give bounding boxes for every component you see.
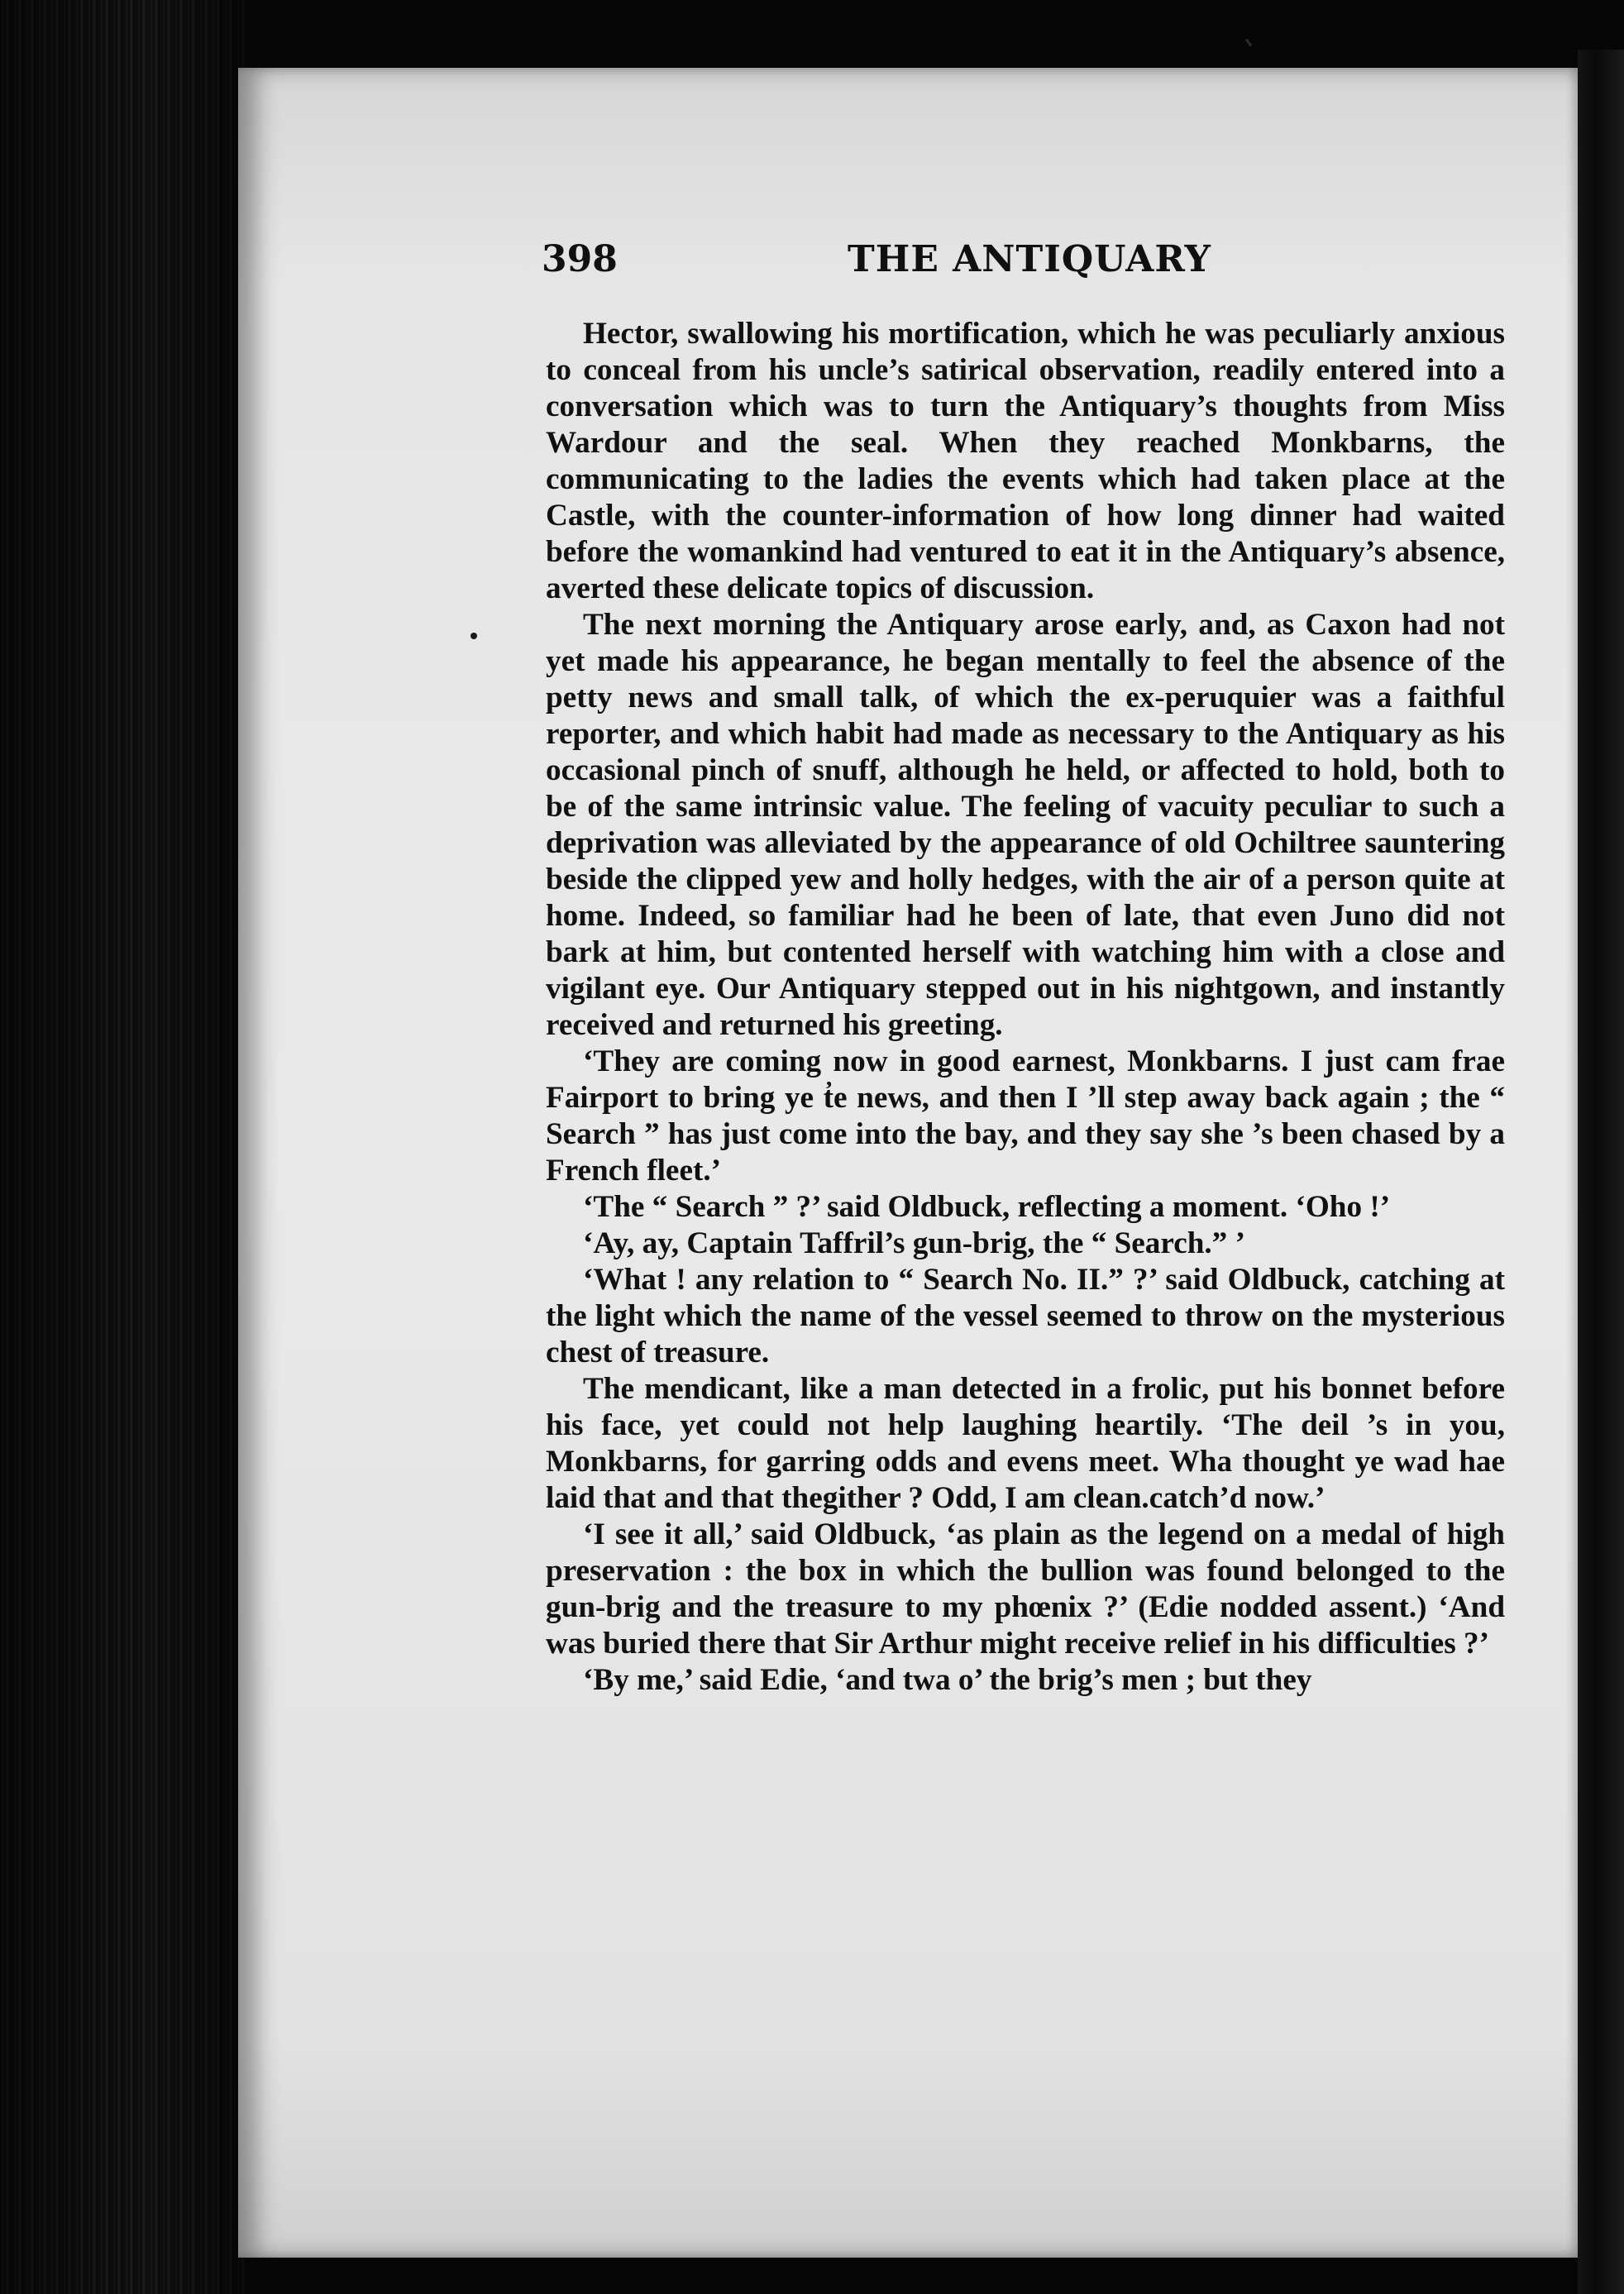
paragraph: ‘The “ Search ” ?’ said Oldbuck, reflecting a moment. ‘Oho !’ — [583, 1190, 1391, 1224]
book-right-edge — [1578, 50, 1624, 2294]
speck-mark — [470, 633, 477, 639]
book-edge-shadow — [0, 0, 248, 2294]
book-title: THE ANTIQUARY — [848, 238, 1211, 280]
paragraph: ‘They are coming now in good earnest, Monkbarns. I just cam frae Fairport to bring ye t̓e news, and then I ’ll step away back again ; the “ Search ” has just come into the bay, and they say she ’s been chased by a French fleet.’ — [546, 1044, 1505, 1188]
paragraph: ‘Ay, ay, Captain Taffril’s gun-brig, the “ Search.” ’ — [583, 1226, 1245, 1260]
page-number: 398 — [542, 238, 618, 280]
paragraph: Hector, swallowing his mortification, which he was peculiarly anxious to conceal from his uncle’s satirical observation, readily entered into a conversation which was to turn the Antiquary’s thoughts from Miss Wardour and the seal. When they reached Monkbarns, the communicating to the ladies the events which had taken place at the Castle, with the counter-information of how long dinner had waited before the womankind had ventured to eat it in the Antiquary’s absence, averted these delicate topics of discussion. — [546, 317, 1505, 605]
body-text — [546, 316, 1505, 1699]
paragraph: ‘I see it all,’ said Oldbuck, ‘as plain as the legend on a medal of high preservation : the box in which the bullion was found belonged to the gun-brig and the treasure to my phœnix ?’ (Edie nodded assent.) ‘And was buried there that Sir Arthur might receive relief in his difficulties ?’ — [546, 1517, 1505, 1661]
paragraph: The mendicant, like a man detected in a frolic, put his bonnet before his face, yet could not help laughing heartily. ‘The deil ’s in you, Monkbarns, for garring odds and evens meet. Wha thought ye wad hae laid that and that thegither ? Odd, I am clean.catch’d now.’ — [546, 1372, 1505, 1515]
paragraph: ‘By me,’ said Edie, ‘and twa o’ the brig’s men ; but they — [583, 1663, 1312, 1697]
running-header — [542, 238, 1501, 288]
paragraph: ‘What ! any relation to “ Search No. II.” ?’ said Oldbuck, catching at the light which the name of the vessel seemed to throw on the mysterious chest of treasure. — [546, 1263, 1505, 1369]
paragraph: The next morning the Antiquary arose early, and, as Caxon had not yet made his appearance, he began mentally to feel the absence of the petty news and small talk, of which the ex-peruquier was a faithful reporter, and which habit had made as necessary to the Antiquary as his occasional pinch of snuff, although he held, or affected to hold, both to be of the same intrinsic value. The feeling of vacuity peculiar to such a deprivation was alleviated by the appearance of old Ochiltree sauntering beside the clipped yew and holly hedges, with the air of a person quite at home. Indeed, so familiar had he been of late, that even Juno did not bark at him, but contented herself with watching him with a close and vigilant eye. Our Antiquary stepped out in his nightgown, and instantly received and returned his greeting. — [546, 608, 1505, 1042]
scan-artifact — [1245, 39, 1252, 47]
